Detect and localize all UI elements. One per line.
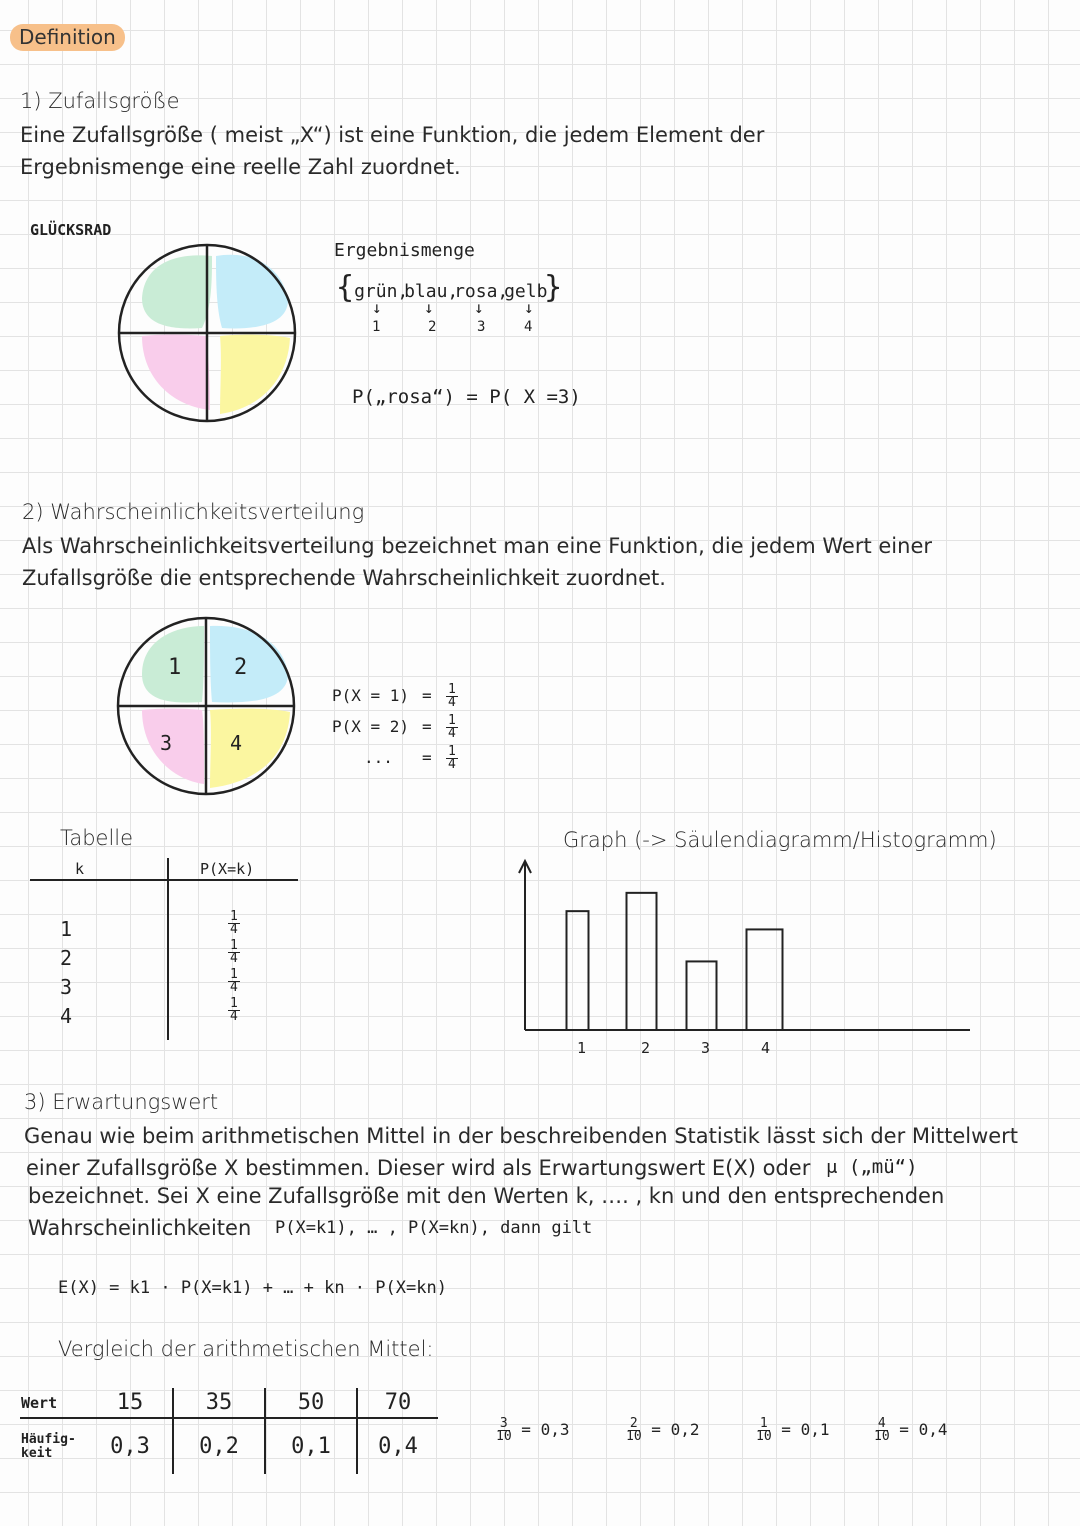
table-header-p: P(X=k) <box>200 860 255 878</box>
table-p-cell: $\frac{1}{4}$ <box>230 996 238 1024</box>
set-arrow: ↓ <box>424 298 434 317</box>
bar-chart <box>510 855 980 1065</box>
set-arrow: ↓ <box>372 298 382 317</box>
fraction-result: $\frac{3}{10}$ = 0,3 <box>496 1416 570 1444</box>
table-k-cell: 4 <box>60 1004 73 1028</box>
freq-cell: 0,4 <box>357 1418 438 1474</box>
section3-line4: Wahrscheinlichkeiten <box>28 1216 252 1240</box>
table-k-cell: 2 <box>60 946 73 970</box>
x-tick-label: 4 <box>761 1039 771 1057</box>
table-p-column <box>228 908 240 1024</box>
section1-heading: 1) Zufallsgröße <box>20 89 180 113</box>
set-value: 1 <box>372 319 381 335</box>
wheel-1-pink <box>142 335 210 411</box>
graph-title: Graph (-> Säulendiagramm/Histogramm) <box>563 828 997 852</box>
value-cell: 70 <box>357 1388 438 1418</box>
value-cell: 35 <box>173 1388 265 1418</box>
wheel-1-green <box>142 255 212 328</box>
row-label-haeufigkeit: Häufig-keit <box>21 1431 76 1461</box>
table-k-column <box>60 915 72 1031</box>
set-item: gelb <box>504 281 548 302</box>
wheel-label: GLÜCKSRAD <box>30 221 112 239</box>
section3-line2: einer Zufallsgröße X bestimmen. Dieser wird als Erwartungswert E(X) oder <box>26 1156 811 1180</box>
x-tick-label: 2 <box>641 1039 651 1057</box>
fraction-result: $\frac{1}{10}$ = 0,1 <box>756 1416 830 1444</box>
set-arrow: ↓ <box>524 298 534 317</box>
section2-heading: 2) Wahrscheinlichkeitsverteilung <box>22 500 365 524</box>
set-item: grün, <box>354 281 409 302</box>
table-k-cell: 3 <box>60 975 73 999</box>
set-arrow: ↓ <box>474 298 484 317</box>
prob-line: P(X = 1) = $\frac{1}{4}$ <box>332 682 456 710</box>
comparison-table <box>20 1388 438 1474</box>
prob-line: ... = $\frac{1}{4}$ <box>364 744 456 772</box>
wheel-1 <box>112 238 302 428</box>
freq-cell: 0,2 <box>173 1418 265 1474</box>
set-value: 3 <box>477 319 486 335</box>
wheel-number-1: 1 <box>168 655 182 680</box>
table-p-cell: $\frac{1}{4}$ <box>230 938 238 966</box>
freq-cell: 0,1 <box>265 1418 357 1474</box>
value-cell: 50 <box>265 1388 357 1418</box>
row-label-wert: Wert <box>21 1393 58 1412</box>
fraction-result: $\frac{4}{10}$ = 0,4 <box>874 1416 948 1444</box>
compare-heading: Vergleich der arithmetischen Mittel: <box>58 1337 434 1361</box>
table-k-cell: 1 <box>60 917 73 941</box>
wheel-number-2: 2 <box>234 655 248 680</box>
set-value: 4 <box>524 319 533 335</box>
expectation-formula: E(X) = k1 · P(X=k1) + … + kn · P(X=kn) <box>58 1278 447 1298</box>
set-item: blau, <box>404 281 459 302</box>
x-tick-label: 3 <box>701 1039 711 1057</box>
wheel-2 <box>112 612 302 802</box>
prob-lines <box>332 680 458 773</box>
wheel-1-yellow <box>220 335 290 414</box>
rosa-formula: P(„rosa“) = P( X =3) <box>352 386 581 408</box>
value-cell: 15 <box>116 1390 144 1415</box>
bar-1 <box>567 911 589 1030</box>
wheel-number-4: 4 <box>230 731 243 755</box>
section3-heading: 3) Erwartungswert <box>24 1090 219 1114</box>
fraction-result: $\frac{2}{10}$ = 0,2 <box>626 1416 700 1444</box>
brace-close: } <box>544 270 563 305</box>
wheel-2-blue <box>210 626 288 703</box>
wheel-1-blue <box>216 255 288 329</box>
section3-line4-formula: P(X=k1), … , P(X=kn), dann gilt <box>275 1218 593 1238</box>
bar-2 <box>627 893 657 1030</box>
table-header-k: k <box>75 860 85 878</box>
section1-text-line2: Ergebnismenge eine reelle Zahl zuordnet. <box>20 155 461 179</box>
section2-text-line2: Zufallsgröße die entsprechende Wahrscheinlichkeit zuordnet. <box>22 566 666 590</box>
wheel-2-yellow <box>210 709 290 788</box>
wheel-2-pink <box>142 709 204 785</box>
definition-badge: Definition <box>10 24 125 51</box>
mu-symbol: μ („mü“) <box>826 1156 918 1178</box>
bar-3 <box>687 961 717 1030</box>
section2-text-line1: Als Wahrscheinlichkeitsverteilung bezeichnet man eine Funktion, die jedem Wert einer <box>22 534 932 558</box>
set-value: 2 <box>428 319 437 335</box>
table-p-cell: $\frac{1}{4}$ <box>230 909 238 937</box>
table-p-cell: $\frac{1}{4}$ <box>230 967 238 995</box>
table-title: Tabelle <box>60 826 134 850</box>
table-vline <box>167 858 169 1040</box>
section3-line1: Genau wie beim arithmetischen Mittel in der beschreibenden Statistik lässt sich der Mittelwert <box>24 1124 1019 1148</box>
freq-cell: 0,3 <box>110 1434 150 1459</box>
brace-open: { <box>336 270 355 305</box>
section3-line3: bezeichnet. Sei X eine Zufallsgröße mit den Werten k, …. , kn und den entsprechenden <box>28 1184 945 1208</box>
section1-text-line1: Eine Zufallsgröße ( meist „X“) ist eine Funktion, die jedem Element der <box>20 123 765 147</box>
wheel-number-3: 3 <box>160 731 173 755</box>
x-tick-label: 1 <box>577 1039 587 1057</box>
table-hline <box>30 879 298 881</box>
set-item: rosa, <box>454 281 509 302</box>
prob-line: P(X = 2) = $\frac{1}{4}$ <box>332 713 456 741</box>
ergebnismenge-title: Ergebnismenge <box>334 240 475 261</box>
bar-4 <box>747 929 783 1030</box>
